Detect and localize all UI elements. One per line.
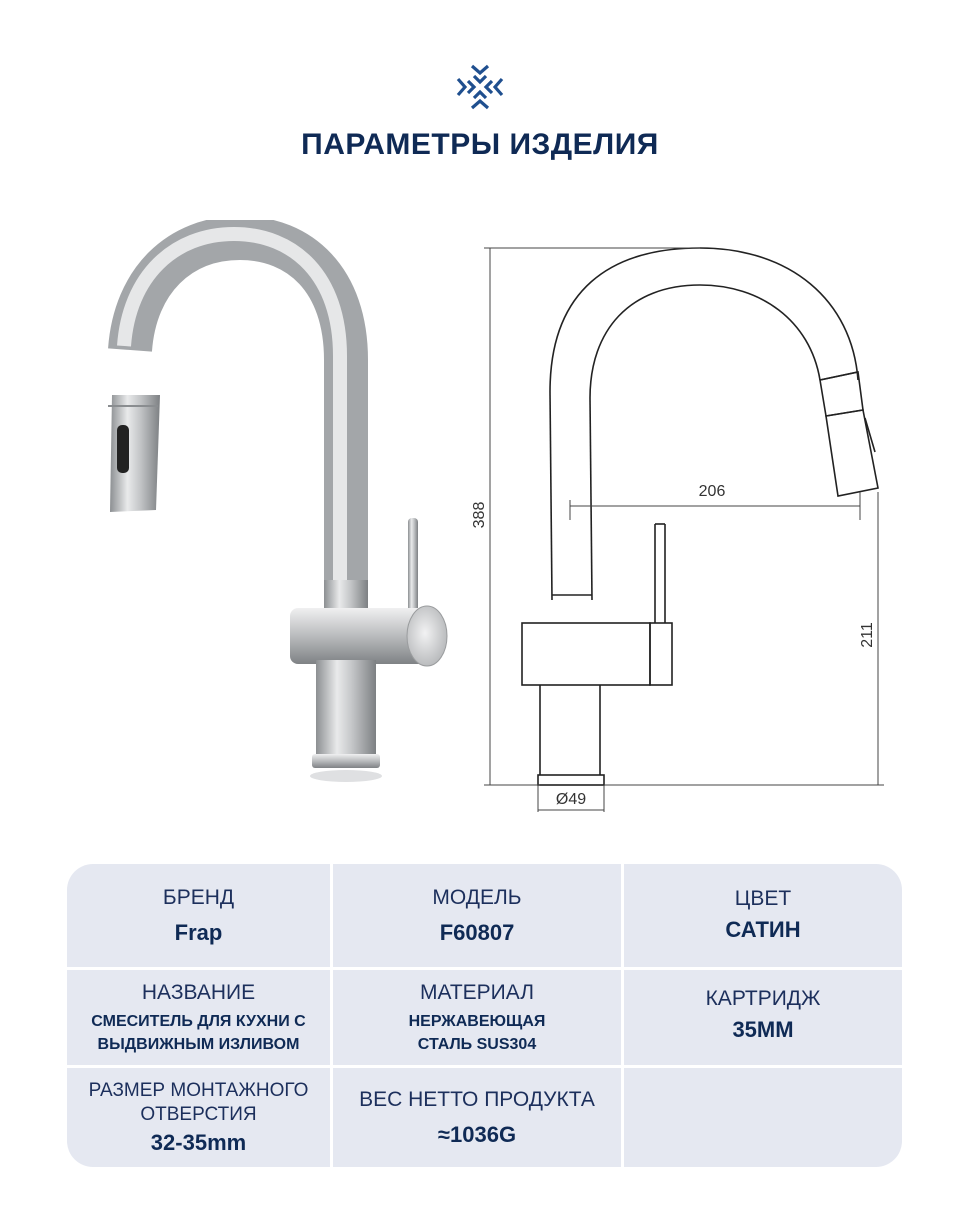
spec-cartridge: [624, 970, 902, 1068]
dim-base-label: Ø49: [555, 791, 587, 808]
spec-label-line2: ОТВЕРСТИЯ: [140, 1103, 257, 1125]
spec-value-line2: ВЫДВИЖНЫМ ИЗЛИВОМ: [97, 1035, 300, 1053]
spec-material: [333, 970, 624, 1068]
spec-name: [67, 970, 333, 1068]
spec-hole-size: [67, 1068, 333, 1167]
spec-label: КАРТРИДЖ: [705, 987, 821, 1010]
dim-spout-height-label: 211: [859, 622, 876, 648]
spec-weight: [333, 1068, 624, 1167]
spec-label: НАЗВАНИЕ: [141, 980, 256, 1004]
spec-value-line1: СМЕСИТЕЛЬ ДЛЯ КУХНИ С: [91, 1012, 306, 1030]
spec-color: [624, 864, 902, 970]
spec-label: МОДЕЛЬ: [432, 885, 522, 909]
spec-brand: [67, 864, 333, 970]
spec-model: [333, 864, 624, 970]
spec-value: F60807: [439, 919, 515, 945]
spec-value-line1: НЕРЖАВЕЮЩАЯ: [408, 1012, 546, 1030]
chevron-snowflake-icon: [454, 62, 506, 112]
spec-value-line2: СТАЛЬ SUS304: [417, 1035, 537, 1053]
spec-value: САТИН: [725, 917, 801, 942]
spec-value: 32-35mm: [150, 1129, 247, 1155]
page-title: ПАРАМЕТРЫ ИЗДЕЛИЯ: [301, 128, 659, 161]
spec-label: БРЕНД: [162, 885, 235, 909]
specs-table: [67, 864, 902, 1167]
faucet-photo: [90, 220, 470, 810]
spec-label: МАТЕРИАЛ: [419, 980, 535, 1004]
spec-value: ≈1036G: [437, 1121, 517, 1147]
spec-label: ВЕС НЕТТО ПРОДУКТА: [359, 1087, 595, 1111]
spec-label: ЦВЕТ: [734, 887, 792, 910]
dim-height-label: 388: [471, 501, 488, 529]
spec-empty: [624, 1068, 902, 1167]
dim-reach-label: 206: [698, 483, 726, 500]
spec-value: 35MM: [732, 1017, 794, 1042]
spec-label-line1: РАЗМЕР МОНТАЖНОГО: [88, 1079, 309, 1101]
technical-drawing: [460, 230, 900, 830]
spec-value: Frap: [174, 919, 223, 945]
